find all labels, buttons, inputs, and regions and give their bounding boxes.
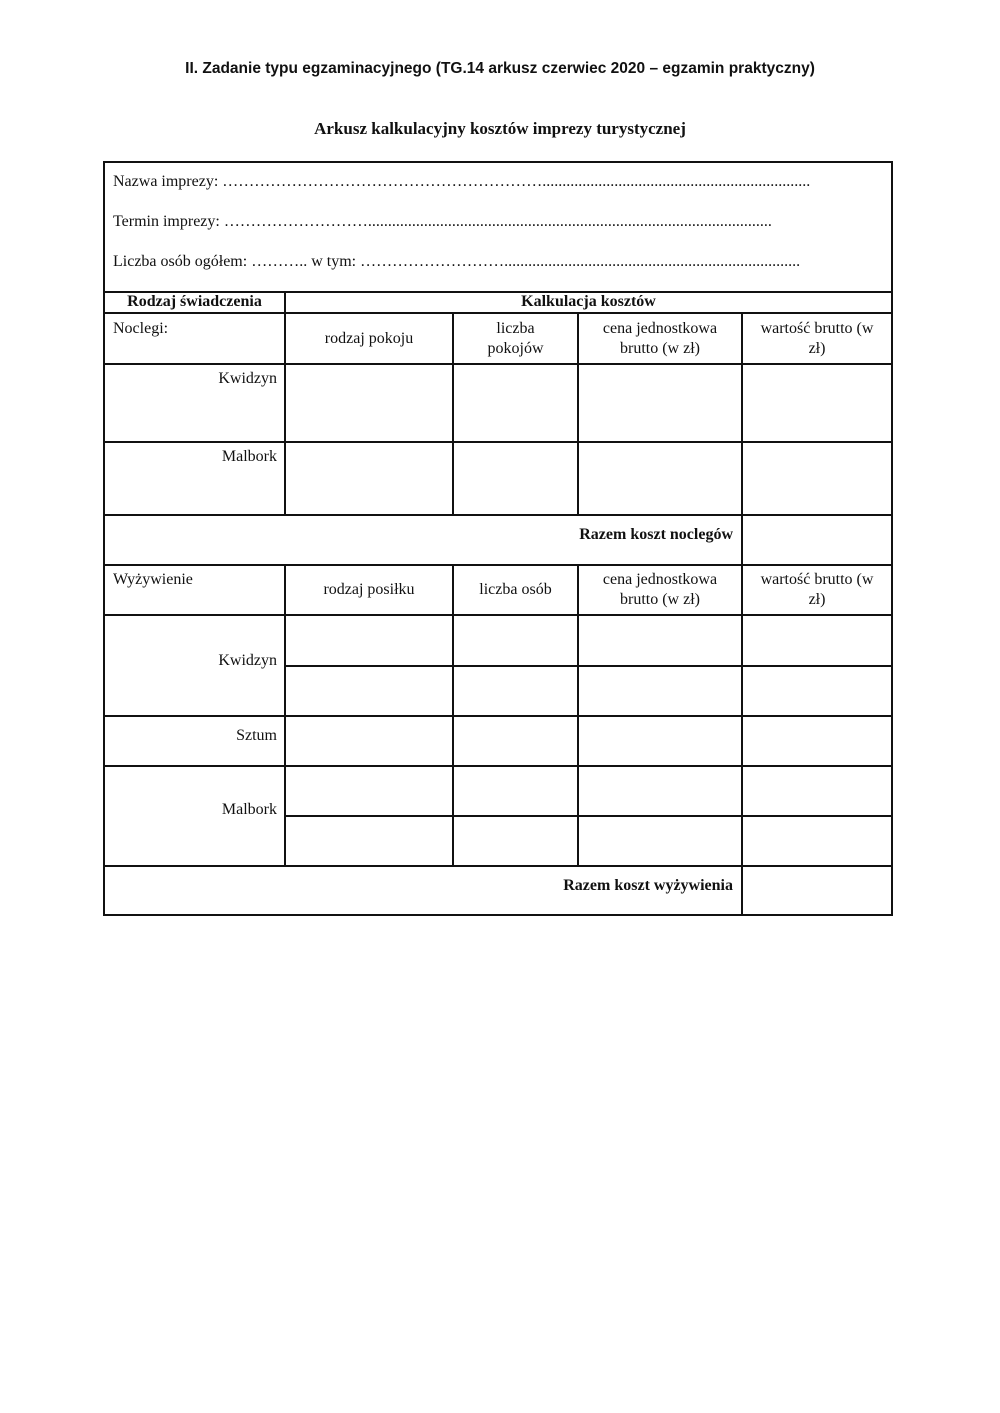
people-count-header: liczba osób	[479, 581, 552, 598]
people-count-field[interactable]: Liczba osób ogółem: ……….. w tym: ………………………..........................................................................	[113, 253, 801, 270]
meals-label: Wyżywienie	[113, 571, 193, 588]
table-border-bottom	[103, 914, 893, 916]
meal-type-header: rodzaj posiłku	[323, 581, 415, 598]
meal-unit-price-header: cena jednostkowa brutto (w zł)	[602, 571, 718, 608]
accommodation-place-kwidzyn: Kwidzyn	[218, 370, 277, 387]
room-count-header: liczba pokojów	[487, 319, 544, 357]
meals-place-kwidzyn: Kwidzyn	[218, 652, 277, 669]
accommodation-label: Noclegi:	[113, 320, 169, 337]
event-name-field[interactable]: Nazwa imprezy: ……………………………………………………...................................................................	[113, 173, 811, 190]
service-type-header: Rodzaj świadczenia	[127, 293, 262, 310]
accommodation-place-malbork: Malbork	[221, 448, 277, 465]
cost-calculation-header: Kalkulacja kosztów	[521, 293, 656, 310]
table-border-right	[891, 161, 893, 916]
sheet-title: Arkusz kalkulacyjny kosztów imprezy turystycznej	[314, 119, 686, 138]
unit-price-header: cena jednostkowa brutto (w zł)	[602, 319, 718, 357]
accommodation-total-label: Razem koszt noclegów	[579, 526, 733, 543]
gross-value-header: wartość brutto (w zł)	[760, 319, 874, 357]
meals-place-sztum: Sztum	[236, 727, 277, 744]
meals-total-label: Razem koszt wyżywienia	[563, 877, 733, 894]
event-term-field[interactable]: Termin imprezy: ……………………….....................................................................................................	[113, 213, 772, 230]
room-type-header: rodzaj pokoju	[324, 329, 414, 347]
exercise-heading: II. Zadanie typu egzaminacyjnego (TG.14 arkusz czerwiec 2020 – egzamin praktyczny)	[185, 60, 815, 77]
meals-place-malbork: Malbork	[221, 801, 277, 818]
meal-gross-value-header: wartość brutto (w zł)	[760, 571, 874, 608]
table-border-top	[103, 161, 893, 163]
